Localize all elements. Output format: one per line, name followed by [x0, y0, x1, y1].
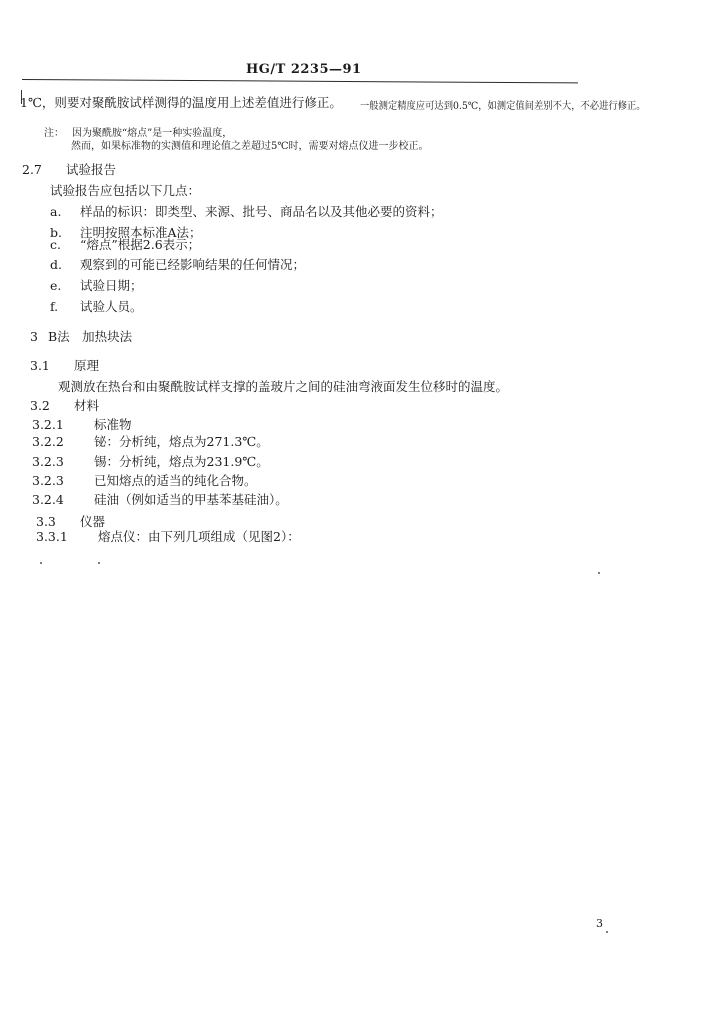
- item-text: 熔点仪：由下列几项组成（见图2）：: [98, 529, 300, 544]
- item-text: 已知熔点的适当的纯化合物。: [94, 473, 257, 488]
- item-number: 3.2.2: [32, 434, 64, 449]
- section-number: 3.3: [36, 514, 56, 529]
- item-text: 铋：分析纯，熔点为271.3℃。: [94, 434, 269, 449]
- section-title: 原理: [74, 358, 100, 373]
- scan-speck: [598, 572, 600, 574]
- item-number: 3.2.1: [32, 417, 64, 432]
- scan-speck: [40, 562, 42, 564]
- section-title: B法 加热块法: [48, 329, 133, 344]
- report-item: [50, 297, 143, 315]
- header-rule: [22, 79, 578, 83]
- scan-speck: [98, 562, 100, 564]
- section-2-7-heading: [22, 160, 116, 178]
- report-item: [50, 276, 143, 294]
- intro-line-1-tail: 一般测定精度应可达到0.5℃，如测定值间差别不大，不必进行修正。: [360, 101, 646, 112]
- standard-code-header: HG/T 2235—91: [246, 62, 362, 77]
- section-number: 2.7: [22, 162, 42, 177]
- note-line-1: 因为聚酰胺“熔点”是一种实验温度，: [72, 128, 233, 139]
- item-label: b.: [50, 225, 62, 240]
- report-item: [50, 255, 305, 273]
- report-item: [50, 235, 200, 253]
- section-number: 3.2: [30, 398, 50, 413]
- item-number: 3.2.3: [32, 473, 64, 488]
- section-number: 3.1: [30, 358, 50, 373]
- material-item: [32, 490, 288, 508]
- material-item: [32, 432, 269, 450]
- item-text: 锡：分析纯，熔点为231.9℃。: [94, 454, 269, 469]
- item-text: 硅油（例如适当的甲基苯基硅油）。: [94, 492, 288, 507]
- item-label: f.: [50, 299, 59, 314]
- item-text: “熔点”根据2.6表示；: [80, 237, 201, 252]
- intro-line-1: 1℃，则要对聚酰胺试样测得的温度用上述差值进行修正。: [20, 95, 342, 110]
- item-number: 3.3.1: [36, 529, 68, 544]
- material-item: [32, 471, 257, 489]
- page-number: 3: [596, 917, 603, 930]
- item-text: 观察到的可能已经影响结果的任何情况；: [80, 257, 306, 272]
- material-item: [32, 452, 269, 470]
- item-label: a.: [50, 204, 62, 219]
- section-number: 3: [30, 329, 38, 344]
- item-text: 注明按照本标准A法；: [80, 225, 202, 240]
- item-label: c.: [50, 237, 61, 252]
- item-number: 3.2.3: [32, 454, 64, 469]
- scan-speck: [606, 931, 608, 933]
- item-text: 试验人员。: [80, 299, 143, 314]
- section-3-2-heading: [30, 396, 99, 414]
- item-text: 试验日期；: [80, 278, 143, 293]
- item-number: 3.2.4: [32, 492, 64, 507]
- note-label: 注：: [44, 128, 64, 139]
- item-label: d.: [50, 257, 62, 272]
- section-2-7-lead: 试验报告应包括以下几点：: [50, 183, 201, 198]
- item-text: 标准物: [94, 417, 132, 432]
- instrument-item: [36, 527, 300, 545]
- section-title: 仪器: [80, 514, 106, 529]
- note-line-2: 然而，如果标准物的实测值和理论值之差超过5℃时，需要对熔点仪进一步校正。: [71, 141, 429, 152]
- section-3-1-heading: [30, 356, 99, 374]
- section-title: 材料: [74, 398, 100, 413]
- report-item: [50, 202, 443, 220]
- item-text: 样品的标识：即类型、来源、批号、商品名以及其他必要的资料；: [80, 204, 443, 219]
- section-title: 试验报告: [66, 162, 117, 177]
- material-item: [32, 415, 132, 433]
- section-3-1-text: 观测放在热台和由聚酰胺试样支撑的盖玻片之间的硅油弯液面发生位移时的温度。: [58, 379, 509, 394]
- section-3-heading: [30, 327, 132, 345]
- item-label: e.: [50, 278, 62, 293]
